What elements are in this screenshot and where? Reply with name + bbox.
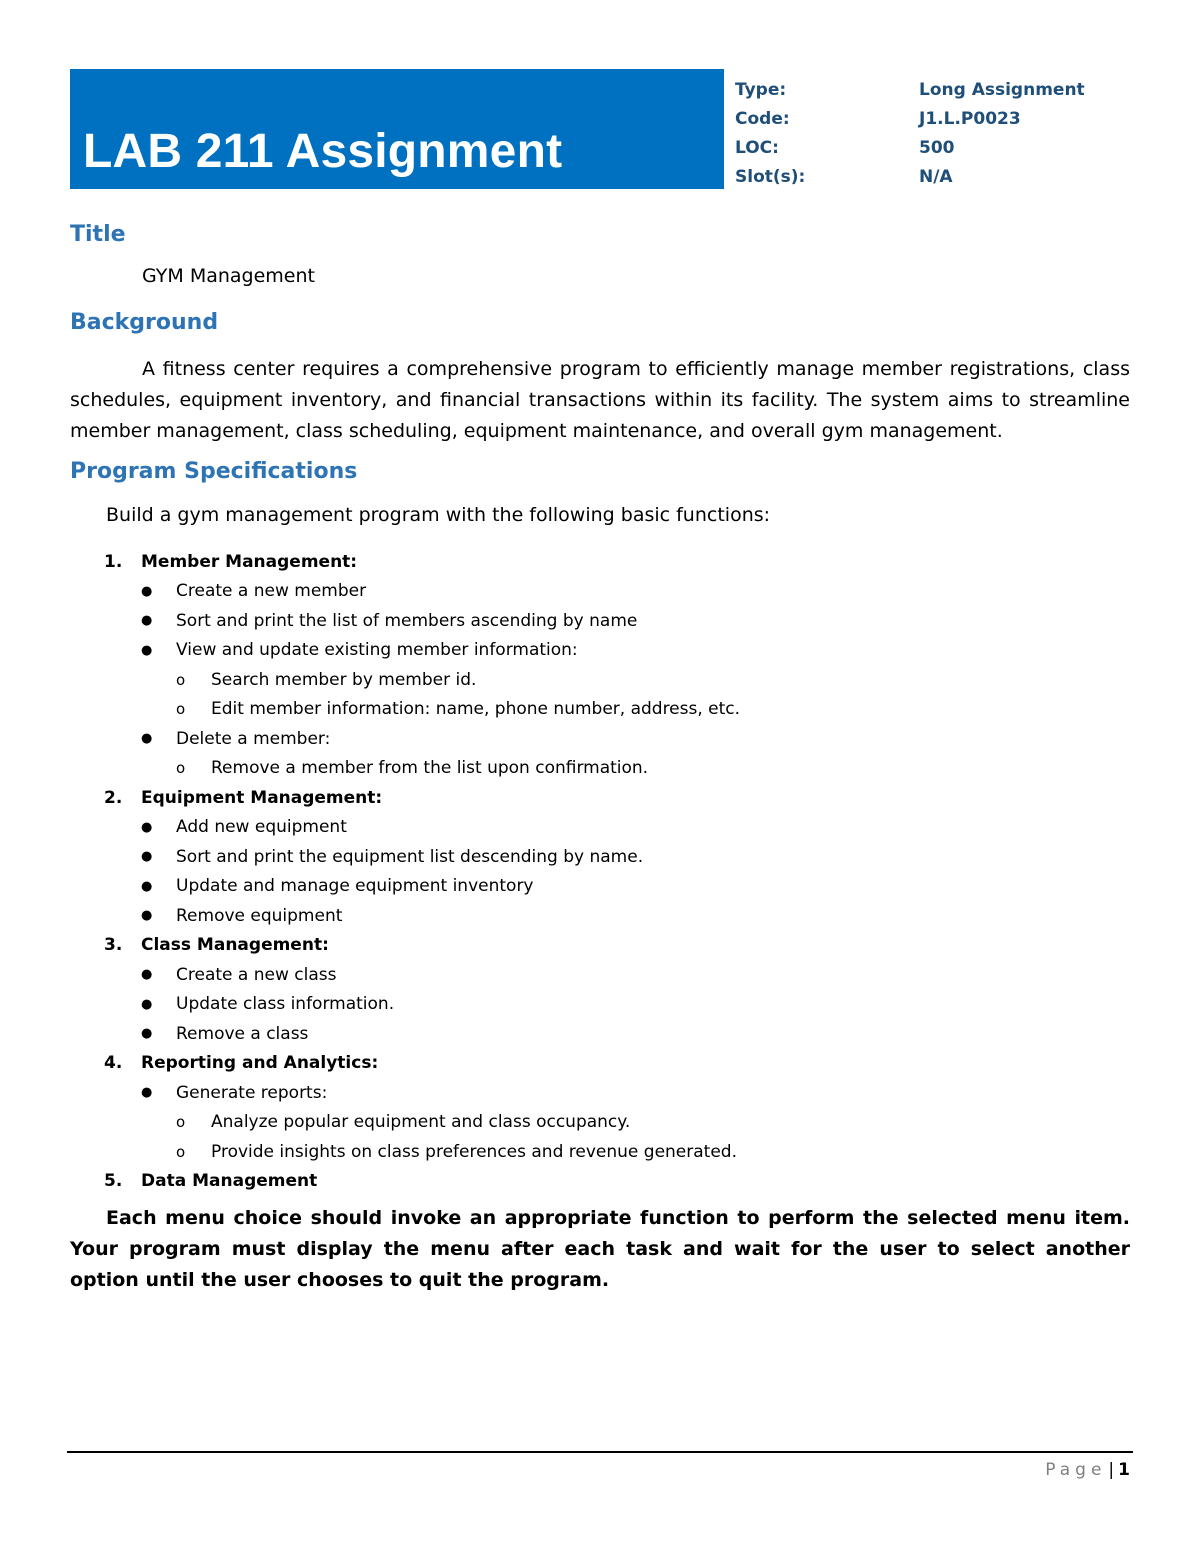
list-item-text: Search member by member id. bbox=[211, 669, 477, 690]
list-item-text: Add new equipment bbox=[176, 817, 347, 838]
list-item-text: Generate reports: bbox=[176, 1082, 328, 1103]
list-item-text: Update class information. bbox=[176, 994, 395, 1015]
meta-label: Slot(s): bbox=[735, 166, 806, 187]
list-item-text: Sort and print the list of members ascending by name bbox=[176, 610, 638, 631]
circle-bullet-icon: o bbox=[176, 670, 186, 689]
list-item bbox=[104, 990, 1134, 1020]
sub-list-item bbox=[104, 665, 1134, 695]
assignment-meta bbox=[735, 75, 1135, 191]
footer-divider bbox=[67, 1451, 1133, 1453]
circle-bullet-icon: o bbox=[176, 700, 186, 719]
section-number: 5. bbox=[104, 1171, 123, 1192]
background-heading: Background bbox=[70, 310, 219, 335]
section-title: Reporting and Analytics: bbox=[141, 1053, 379, 1074]
meta-value: 500 bbox=[919, 137, 955, 158]
sub-list-item bbox=[104, 1108, 1134, 1138]
bullet-icon: ● bbox=[141, 878, 153, 894]
circle-bullet-icon: o bbox=[176, 1113, 186, 1132]
bullet-icon: ● bbox=[141, 908, 153, 924]
list-item-text: Sort and print the equipment list descending by name. bbox=[176, 846, 644, 867]
page-separator: | bbox=[1108, 1460, 1115, 1480]
meta-label: Code: bbox=[735, 108, 790, 129]
title-value: GYM Management bbox=[142, 265, 315, 287]
bullet-icon: ● bbox=[141, 583, 153, 599]
list-item bbox=[104, 606, 1134, 636]
bullet-icon: ● bbox=[141, 613, 153, 629]
meta-label: LOC: bbox=[735, 137, 779, 158]
list-item bbox=[104, 577, 1134, 607]
meta-value: Long Assignment bbox=[919, 79, 1085, 100]
sub-list-item bbox=[104, 695, 1134, 725]
circle-bullet-icon: o bbox=[176, 1142, 186, 1161]
circle-bullet-icon: o bbox=[176, 759, 186, 778]
bullet-icon: ● bbox=[141, 967, 153, 983]
list-item bbox=[104, 1019, 1134, 1049]
section-title: Data Management bbox=[141, 1171, 318, 1192]
list-item bbox=[104, 724, 1134, 754]
section-number: 2. bbox=[104, 787, 123, 808]
specifications-intro: Build a gym management program with the following basic functions: bbox=[106, 504, 771, 526]
function-list bbox=[104, 547, 1134, 1196]
sub-list-item bbox=[104, 1137, 1134, 1167]
title-heading: Title bbox=[70, 222, 126, 247]
page-label: Page bbox=[1045, 1460, 1107, 1480]
list-item-text: Remove equipment bbox=[176, 905, 343, 926]
list-section bbox=[104, 547, 1134, 577]
bullet-icon: ● bbox=[141, 849, 153, 865]
closing-paragraph: Each menu choice should invoke an appropriate function to perform the selected menu item. Your program must display the menu after each task and wait for the user to select another option until the user chooses to quit the program. bbox=[70, 1207, 1130, 1291]
bullet-icon: ● bbox=[141, 1026, 153, 1042]
specifications-heading: Program Specifications bbox=[70, 459, 358, 484]
list-item-text: Provide insights on class preferences and revenue generated. bbox=[211, 1141, 737, 1162]
list-item bbox=[104, 636, 1134, 666]
list-item bbox=[104, 813, 1134, 843]
sub-list-item bbox=[104, 754, 1134, 784]
list-item bbox=[104, 1078, 1134, 1108]
bullet-icon: ● bbox=[141, 731, 153, 747]
meta-label: Type: bbox=[735, 79, 787, 100]
list-item bbox=[104, 901, 1134, 931]
meta-value: N/A bbox=[919, 166, 953, 187]
bullet-icon: ● bbox=[141, 819, 153, 835]
background-paragraph: A fitness center requires a comprehensive program to efficiently manage member registrations, class schedules, equipment inventory, and financial transactions within its facility. The system aims to streamline member management, class scheduling, equipment maintenance, and overall gym management. bbox=[70, 358, 1130, 442]
list-section bbox=[104, 931, 1134, 961]
list-item bbox=[104, 842, 1134, 872]
bullet-icon: ● bbox=[141, 996, 153, 1012]
bullet-icon: ● bbox=[141, 1085, 153, 1101]
document-title: LAB 211 Assignment bbox=[83, 125, 563, 178]
list-section bbox=[104, 783, 1134, 813]
section-number: 3. bbox=[104, 935, 123, 956]
section-number: 4. bbox=[104, 1053, 123, 1074]
list-item-text: Remove a class bbox=[176, 1023, 309, 1044]
list-section bbox=[104, 1049, 1134, 1079]
meta-row-slots bbox=[735, 162, 1135, 191]
page-footer bbox=[1045, 1460, 1130, 1480]
section-number: 1. bbox=[104, 551, 123, 572]
section-title: Equipment Management: bbox=[141, 787, 383, 808]
list-item-text: Update and manage equipment inventory bbox=[176, 876, 534, 897]
list-section bbox=[104, 1167, 1134, 1197]
list-item-text: Remove a member from the list upon confirmation. bbox=[211, 758, 649, 779]
list-item-text: Analyze popular equipment and class occupancy. bbox=[211, 1112, 631, 1133]
section-title: Member Management: bbox=[141, 551, 358, 572]
meta-row-code bbox=[735, 104, 1135, 133]
list-item-text: Create a new class bbox=[176, 964, 337, 985]
list-item-text: View and update existing member information: bbox=[176, 640, 578, 661]
meta-value: J1.L.P0023 bbox=[919, 108, 1021, 129]
meta-row-type bbox=[735, 75, 1135, 104]
list-item-text: Delete a member: bbox=[176, 728, 331, 749]
header-banner bbox=[70, 69, 724, 189]
list-item-text: Edit member information: name, phone number, address, etc. bbox=[211, 699, 741, 720]
page-number: 1 bbox=[1118, 1460, 1130, 1480]
meta-row-loc bbox=[735, 133, 1135, 162]
list-item bbox=[104, 960, 1134, 990]
bullet-icon: ● bbox=[141, 642, 153, 658]
list-item-text: Create a new member bbox=[176, 581, 367, 602]
list-item bbox=[104, 872, 1134, 902]
section-title: Class Management: bbox=[141, 935, 329, 956]
